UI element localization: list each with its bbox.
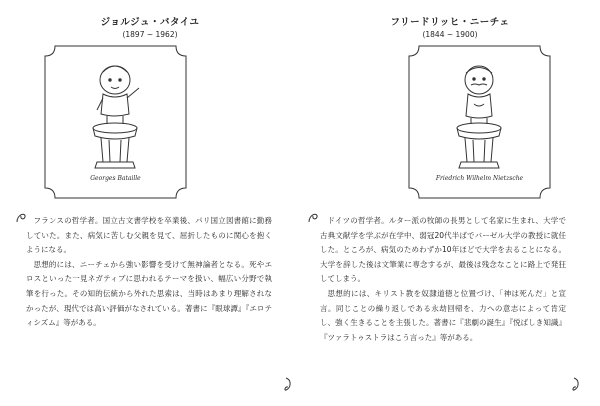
biography-text	[26, 214, 272, 331]
paragraph: フランスの哲学者。国立古文書学校を卒業後、パリ国立図書館に勤務していた。また、病気に苦しむ父親を見て、屈折したものに関心を抱くようになる。	[26, 216, 272, 255]
portrait-frame	[43, 44, 188, 200]
paragraph: ドイツの哲学者。ルター派の牧師の長男として名家に生まれ、大学で古典文献学を学ぶが在学中、弱冠20代半ばでバーゼル大学の教授に就任した。ところが、病気のためわずか10年ほどで大学を去ることになる。大学を辞した後は文筆業に専念するが、最後は残念なことに路上で発狂してしまう。	[320, 216, 566, 284]
signature: Georges Bataille	[90, 175, 141, 182]
signature: Friedrich Wilhelm Nietzsche	[435, 175, 524, 182]
philosopher-name: ジョルジュ・バタイユ	[100, 17, 200, 28]
swirl-ornament-icon	[570, 376, 582, 394]
philosopher-dates: (1897 ~ 1962)	[122, 30, 178, 39]
figure-statue-icon	[441, 58, 519, 170]
swirl-ornament-icon	[282, 376, 294, 394]
biography-text	[320, 214, 566, 345]
philosopher-name: フリードリッヒ・ニーチェ	[390, 17, 510, 28]
paragraph: 思想的には、ニーチェから強い影響を受けて無神論者となる。死やエロスといった一見ネガティブに思われるテーマを扱い、幅広い分野で執筆を行った。その知的伝統から外れた思索は、当時はあまり理解されなかったが、現代では高い評価がなされている。著書に『眼球譚』『エロティシズム』等がある。	[26, 259, 272, 328]
philosopher-dates: (1844 ~ 1900)	[422, 30, 478, 39]
portrait-frame	[407, 44, 552, 200]
swirl-ornament-icon	[306, 208, 320, 224]
right-page	[300, 0, 600, 406]
paragraph: 思想的には、キリスト教を奴隷道徳と位置づけ、「神は死んだ」と宣言。同じことの繰り返しである永劫回帰を、力への意志によって肯定し、強く生きることを主張した。著書に『悲劇の誕生』『悦ばしき知識』『ツァラトゥストラはこう言った』等がある。	[320, 288, 566, 342]
figure-statue-icon	[77, 58, 155, 170]
